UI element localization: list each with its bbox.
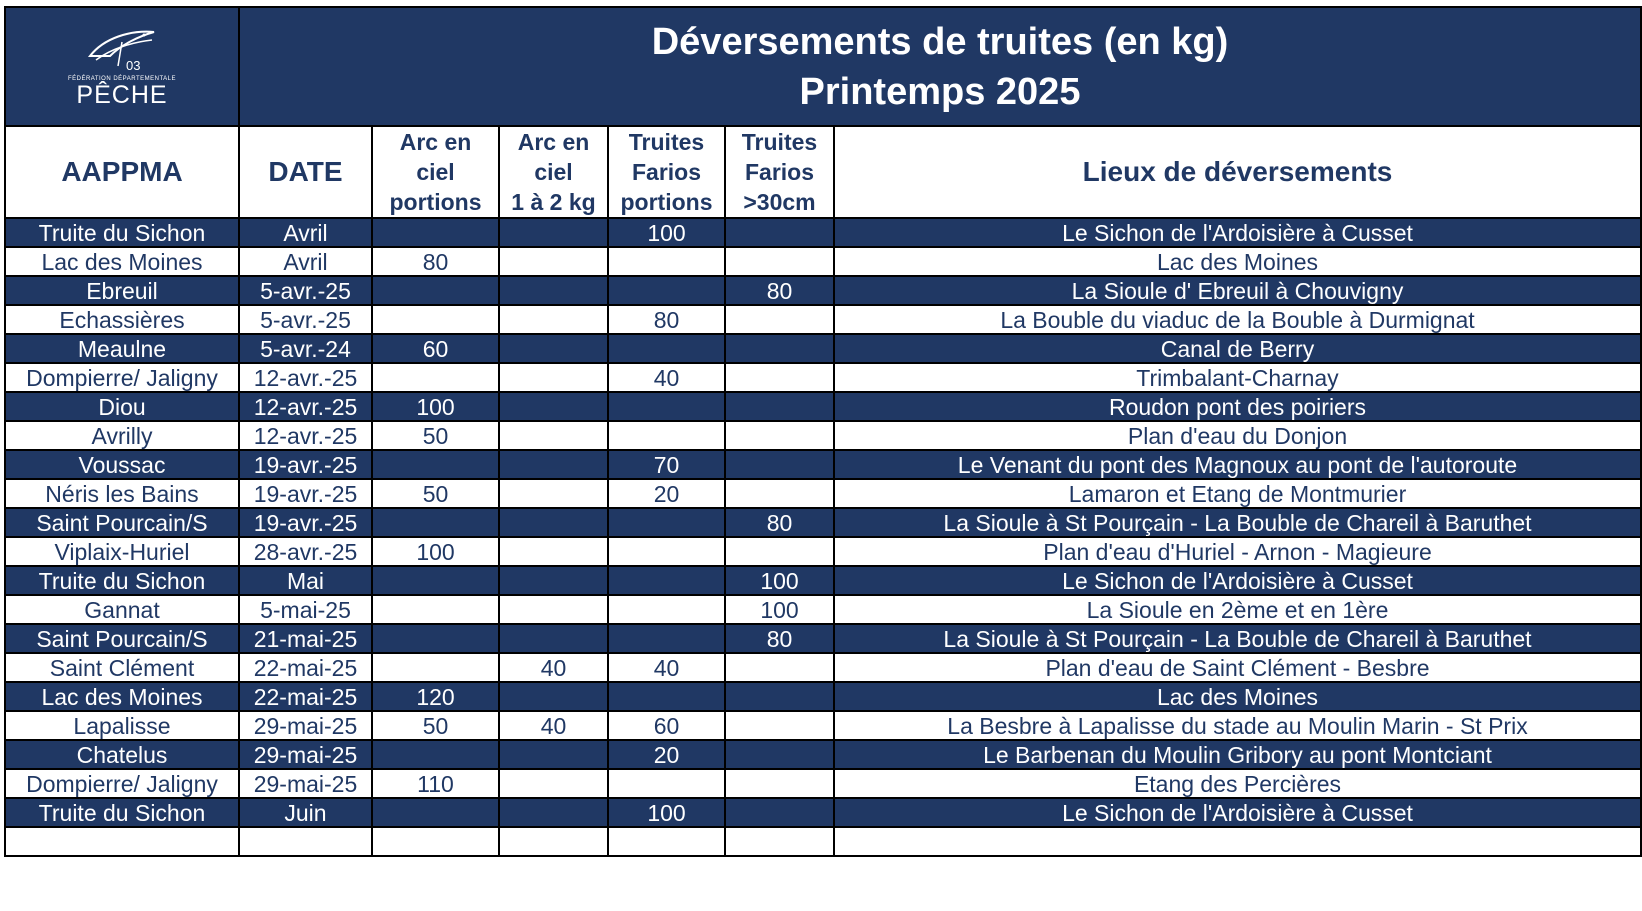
cell-lieux: Le Sichon de l'Ardoisière à Cusset (834, 218, 1641, 247)
cell-arc-1-2kg (499, 363, 608, 392)
cell-date: 12-avr.-25 (239, 421, 372, 450)
cell-aappma: Saint Clément (5, 653, 239, 682)
cell-arc-portions (372, 653, 499, 682)
cell-farios-30cm (725, 537, 834, 566)
cell-farios-30cm (725, 798, 834, 827)
cell-lieux: La Sioule en 2ème et en 1ère (834, 595, 1641, 624)
cell-date: Avril (239, 218, 372, 247)
cell-lieux: Canal de Berry (834, 334, 1641, 363)
federation-logo (6, 26, 238, 108)
title-line-1: Déversements de truites (en kg) (651, 20, 1229, 63)
page-title (239, 7, 1641, 126)
cell-date: 22-mai-25 (239, 653, 372, 682)
cell-farios-30cm (725, 305, 834, 334)
cell-date: 12-avr.-25 (239, 392, 372, 421)
cell-arc-portions: 120 (372, 682, 499, 711)
cell-farios-portions: 40 (608, 653, 725, 682)
cell-arc-portions (372, 827, 499, 856)
cell-farios-30cm (725, 682, 834, 711)
cell-date: 5-avr.-25 (239, 276, 372, 305)
cell-farios-portions (608, 537, 725, 566)
cell-date: 19-avr.-25 (239, 450, 372, 479)
cell-arc-1-2kg (499, 682, 608, 711)
cell-aappma: Néris les Bains (5, 479, 239, 508)
cell-farios-30cm: 80 (725, 276, 834, 305)
header-line: 1 à 2 kg (511, 189, 596, 215)
cell-lieux: Trimbalant-Charnay (834, 363, 1641, 392)
cell-farios-portions: 40 (608, 363, 725, 392)
cell-farios-portions (608, 247, 725, 276)
cell-date: 19-avr.-25 (239, 479, 372, 508)
header-line: >30cm (743, 189, 816, 215)
logo-cell (5, 7, 239, 126)
cell-date: Avril (239, 247, 372, 276)
cell-date: 12-avr.-25 (239, 363, 372, 392)
cell-aappma: Truite du Sichon (5, 566, 239, 595)
cell-aappma: Saint Pourcain/S (5, 508, 239, 537)
cell-farios-30cm (725, 479, 834, 508)
cell-aappma: Lapalisse (5, 711, 239, 740)
title-row (5, 7, 1641, 126)
cell-aappma: Lac des Moines (5, 682, 239, 711)
cell-farios-portions (608, 334, 725, 363)
cell-arc-1-2kg (499, 479, 608, 508)
header-line: Arc en (399, 129, 472, 155)
cell-farios-portions: 20 (608, 740, 725, 769)
cell-arc-1-2kg (499, 798, 608, 827)
cell-date: 21-mai-25 (239, 624, 372, 653)
cell-lieux: La Sioule d' Ebreuil à Chouvigny (834, 276, 1641, 305)
table-row (5, 421, 1641, 450)
cell-lieux: La Besbre à Lapalisse du stade au Moulin Marin - St Prix (834, 711, 1641, 740)
logo-federation-text: FÉDÉRATION DÉPARTEMENTALE (67, 75, 177, 82)
cell-farios-30cm (725, 363, 834, 392)
table-row (5, 247, 1641, 276)
cell-date: 29-mai-25 (239, 711, 372, 740)
table-row (5, 711, 1641, 740)
cell-farios-30cm (725, 711, 834, 740)
cell-arc-1-2kg (499, 508, 608, 537)
cell-farios-30cm (725, 334, 834, 363)
table-row (5, 537, 1641, 566)
header-line: Farios (744, 159, 815, 185)
cell-farios-30cm (725, 653, 834, 682)
cell-farios-portions: 60 (608, 711, 725, 740)
cell-lieux: Plan d'eau de Saint Clément - Besbre (834, 653, 1641, 682)
cell-arc-1-2kg (499, 334, 608, 363)
header-arc-portions (372, 126, 499, 218)
table-row (5, 566, 1641, 595)
table-row (5, 508, 1641, 537)
cell-lieux: Le Barbenan du Moulin Gribory au pont Montciant (834, 740, 1641, 769)
cell-aappma: Echassières (5, 305, 239, 334)
cell-arc-portions: 60 (372, 334, 499, 363)
cell-arc-1-2kg (499, 537, 608, 566)
header-line: portions (620, 189, 713, 215)
cell-lieux: Plan d'eau d'Huriel - Arnon - Magieure (834, 537, 1641, 566)
cell-arc-portions (372, 276, 499, 305)
header-lieux: Lieux de déversements (834, 126, 1641, 218)
cell-arc-1-2kg (499, 827, 608, 856)
table-row (5, 653, 1641, 682)
cell-aappma: Diou (5, 392, 239, 421)
cell-farios-30cm (725, 218, 834, 247)
cell-farios-portions (608, 276, 725, 305)
fish-icon (82, 26, 162, 74)
cell-farios-portions: 100 (608, 218, 725, 247)
cell-lieux: Lamaron et Etang de Montmurier (834, 479, 1641, 508)
table-row (5, 392, 1641, 421)
cell-farios-portions: 20 (608, 479, 725, 508)
cell-farios-30cm: 80 (725, 508, 834, 537)
cell-farios-30cm (725, 769, 834, 798)
cell-arc-portions (372, 798, 499, 827)
cell-arc-portions: 50 (372, 421, 499, 450)
cell-lieux: La Bouble du viaduc de la Bouble à Durmignat (834, 305, 1641, 334)
cell-lieux: La Sioule à St Pourçain - La Bouble de Chareil à Baruthet (834, 624, 1641, 653)
table-row (5, 334, 1641, 363)
cell-farios-30cm: 100 (725, 595, 834, 624)
cell-arc-portions: 100 (372, 537, 499, 566)
cell-arc-portions (372, 305, 499, 334)
cell-arc-portions (372, 508, 499, 537)
cell-lieux: Le Sichon de l'Ardoisière à Cusset (834, 798, 1641, 827)
cell-arc-1-2kg (499, 740, 608, 769)
logo-peche-text: PÊCHE (76, 80, 168, 109)
cell-farios-portions (608, 566, 725, 595)
cell-arc-1-2kg (499, 421, 608, 450)
cell-farios-portions: 100 (608, 798, 725, 827)
cell-lieux: Lac des Moines (834, 682, 1641, 711)
header-line: portions (389, 189, 482, 215)
cell-farios-30cm (725, 827, 834, 856)
cell-date: 19-avr.-25 (239, 508, 372, 537)
table-row (5, 479, 1641, 508)
header-row (5, 126, 1641, 218)
cell-arc-portions (372, 566, 499, 595)
cell-farios-portions: 80 (608, 305, 725, 334)
cell-arc-1-2kg (499, 305, 608, 334)
table-row (5, 798, 1641, 827)
cell-farios-portions (608, 508, 725, 537)
cell-date: 5-avr.-25 (239, 305, 372, 334)
cell-arc-portions: 110 (372, 769, 499, 798)
cell-arc-1-2kg (499, 392, 608, 421)
cell-lieux: Le Venant du pont des Magnoux au pont de l'autoroute (834, 450, 1641, 479)
cell-aappma: Meaulne (5, 334, 239, 363)
table-row (5, 595, 1641, 624)
table-row (5, 305, 1641, 334)
header-line: Truites (741, 129, 818, 155)
table-row (5, 450, 1641, 479)
cell-arc-1-2kg (499, 450, 608, 479)
header-aappma: AAPPMA (5, 126, 239, 218)
cell-arc-portions: 50 (372, 711, 499, 740)
cell-aappma: Ebreuil (5, 276, 239, 305)
cell-aappma: Viplaix-Huriel (5, 537, 239, 566)
cell-farios-portions (608, 595, 725, 624)
title-line-2: Printemps 2025 (799, 70, 1081, 113)
header-line: Truites (628, 129, 705, 155)
cell-arc-1-2kg: 40 (499, 653, 608, 682)
deversements-table (4, 6, 1642, 857)
cell-aappma: Avrilly (5, 421, 239, 450)
cell-arc-portions (372, 740, 499, 769)
cell-arc-portions (372, 363, 499, 392)
cell-arc-portions: 50 (372, 479, 499, 508)
cell-arc-1-2kg (499, 566, 608, 595)
table-row (5, 624, 1641, 653)
cell-lieux: Roudon pont des poiriers (834, 392, 1641, 421)
cell-lieux: Lac des Moines (834, 247, 1641, 276)
cell-date: 22-mai-25 (239, 682, 372, 711)
cell-farios-30cm (725, 421, 834, 450)
cell-arc-portions (372, 595, 499, 624)
table-row (5, 740, 1641, 769)
cell-farios-30cm: 100 (725, 566, 834, 595)
cell-arc-portions: 80 (372, 247, 499, 276)
cell-arc-1-2kg (499, 247, 608, 276)
cell-farios-portions (608, 392, 725, 421)
header-farios-30cm (725, 126, 834, 218)
cell-farios-30cm: 80 (725, 624, 834, 653)
table-row (5, 827, 1641, 856)
logo-number: 03 (126, 57, 141, 73)
cell-aappma: Voussac (5, 450, 239, 479)
cell-aappma: Truite du Sichon (5, 218, 239, 247)
cell-lieux: La Sioule à St Pourçain - La Bouble de Chareil à Baruthet (834, 508, 1641, 537)
table-row (5, 769, 1641, 798)
table-row (5, 276, 1641, 305)
cell-farios-portions (608, 624, 725, 653)
header-line: Farios (631, 159, 702, 185)
cell-arc-portions: 100 (372, 392, 499, 421)
cell-farios-portions (608, 421, 725, 450)
cell-arc-portions (372, 218, 499, 247)
cell-farios-30cm (725, 450, 834, 479)
cell-arc-1-2kg (499, 595, 608, 624)
cell-aappma: Chatelus (5, 740, 239, 769)
cell-farios-30cm (725, 392, 834, 421)
table-row (5, 363, 1641, 392)
cell-date: Juin (239, 798, 372, 827)
header-line: Arc en (517, 129, 590, 155)
header-line: ciel (416, 159, 455, 185)
header-line: ciel (534, 159, 573, 185)
cell-aappma: Gannat (5, 595, 239, 624)
cell-date: 28-avr.-25 (239, 537, 372, 566)
cell-date: 5-mai-25 (239, 595, 372, 624)
cell-aappma: Dompierre/ Jaligny (5, 769, 239, 798)
cell-arc-1-2kg: 40 (499, 711, 608, 740)
cell-aappma: Dompierre/ Jaligny (5, 363, 239, 392)
cell-arc-1-2kg (499, 276, 608, 305)
header-date: DATE (239, 126, 372, 218)
header-arc-1-2kg (499, 126, 608, 218)
cell-arc-1-2kg (499, 218, 608, 247)
cell-farios-30cm (725, 740, 834, 769)
table-row (5, 218, 1641, 247)
cell-farios-portions: 70 (608, 450, 725, 479)
cell-aappma: Truite du Sichon (5, 798, 239, 827)
cell-date: 5-avr.-24 (239, 334, 372, 363)
cell-lieux: Plan d'eau du Donjon (834, 421, 1641, 450)
cell-farios-portions (608, 682, 725, 711)
cell-farios-portions (608, 827, 725, 856)
header-farios-portions (608, 126, 725, 218)
cell-date: 29-mai-25 (239, 769, 372, 798)
cell-aappma: Lac des Moines (5, 247, 239, 276)
cell-lieux: Etang des Percières (834, 769, 1641, 798)
cell-date: Mai (239, 566, 372, 595)
cell-arc-portions (372, 450, 499, 479)
cell-date: 29-mai-25 (239, 740, 372, 769)
cell-arc-1-2kg (499, 624, 608, 653)
cell-aappma (5, 827, 239, 856)
cell-aappma: Saint Pourcain/S (5, 624, 239, 653)
cell-arc-1-2kg (499, 769, 608, 798)
cell-farios-30cm (725, 247, 834, 276)
cell-farios-portions (608, 769, 725, 798)
cell-arc-portions (372, 624, 499, 653)
cell-lieux: Le Sichon de l'Ardoisière à Cusset (834, 566, 1641, 595)
cell-lieux (834, 827, 1641, 856)
cell-date (239, 827, 372, 856)
table-row (5, 682, 1641, 711)
